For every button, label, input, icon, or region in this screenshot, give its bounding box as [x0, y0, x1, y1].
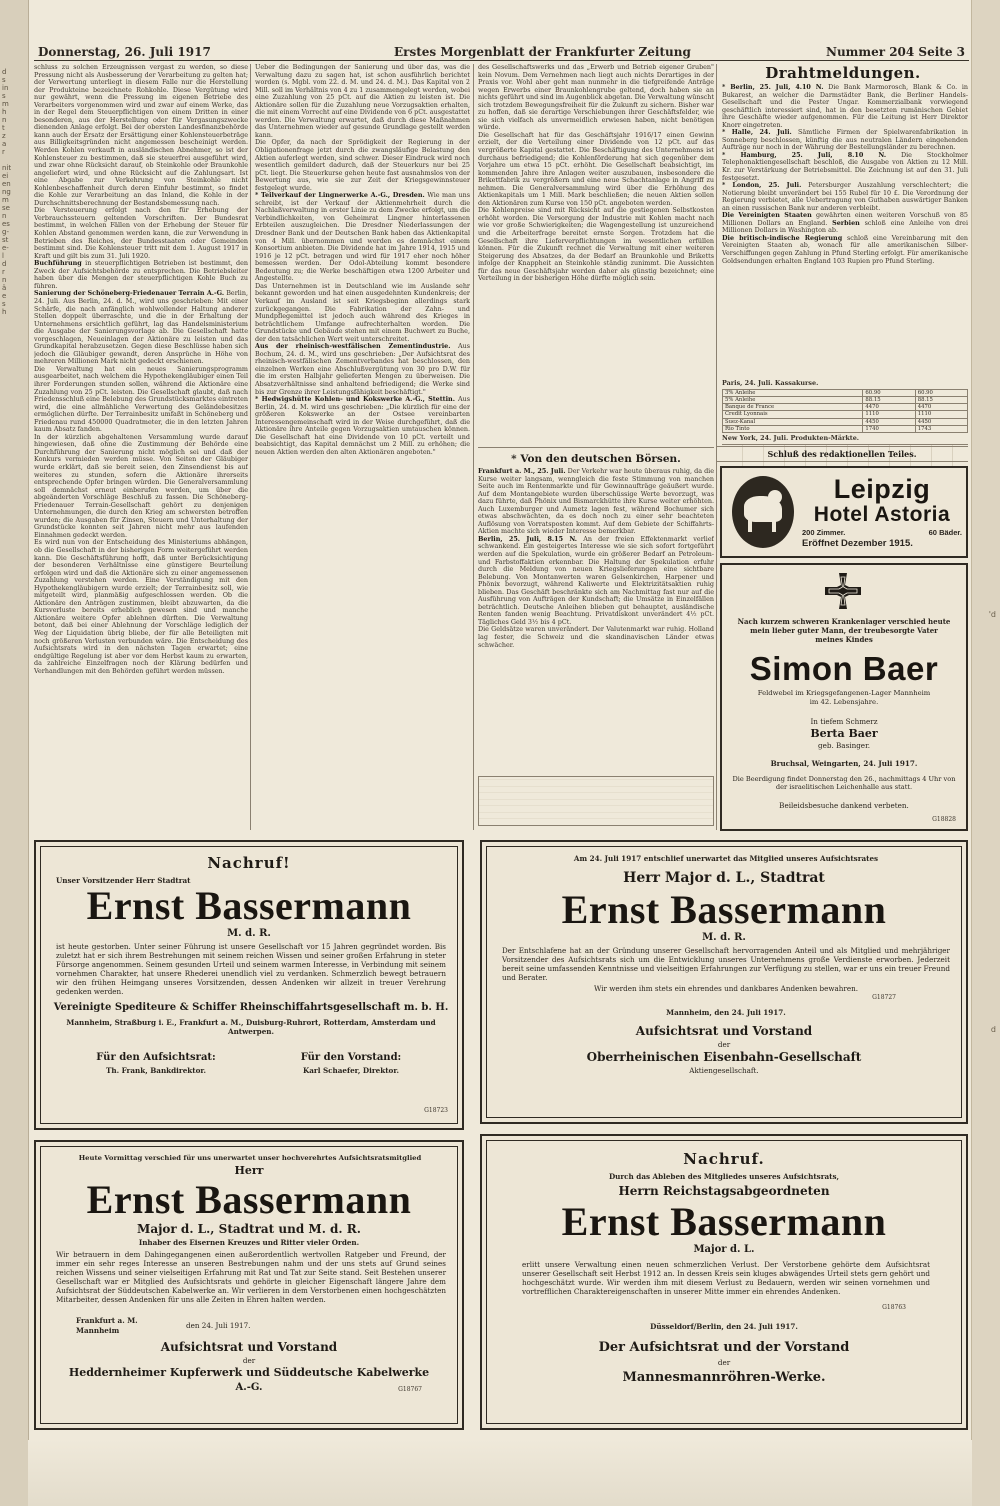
nachruf4-sig: Der Aufsichtsrat und der Vorstand — [598, 1340, 850, 1355]
ad-code: G18828 — [932, 816, 956, 823]
bottom-margin — [28, 1440, 972, 1506]
baer-maiden: geb. Basinger. — [818, 741, 870, 750]
nachruf1-intro: Unser Vorsitzender Herr Stadtrat — [56, 876, 191, 885]
schluss-rule — [716, 461, 968, 462]
nachruf1-mdr: M. d. R. — [227, 928, 271, 939]
edge-mark: 'd — [988, 610, 996, 619]
nachruf2-ag: Aktiengesellschaft. — [689, 1066, 759, 1075]
nachruf2-intro: Am 24. Juli 1917 entschlief unerwartet das Mitglied unseres Aufsichtsrates — [573, 854, 879, 863]
nachruf4-company: Mannesmannröhren-Werke. — [622, 1370, 826, 1385]
nachruf3-title: Major d. L., Stadtrat und M. d. R. — [137, 1222, 361, 1236]
newyork-heading: New York, 24. Juli. Produkten-Märkte. — [722, 434, 860, 443]
nachruf3-der: der — [242, 1356, 256, 1365]
nachruf3-place2: Mannheim — [76, 1326, 120, 1335]
masthead-paper: Erstes Morgenblatt der Frankfurter Zeitung — [394, 45, 691, 59]
nachruf3-herr: Herr — [234, 1164, 264, 1177]
baer-rank: Feldwebel im Kriegsgefangenen-Lager Mannheim — [757, 689, 931, 697]
hotel-name: Hotel Astoria — [813, 503, 951, 526]
left-gutter — [0, 0, 29, 1506]
baer-funeral: Die Beerdigung findet Donnerstag den 26., nachmittags 4 Uhr von der israelitischen Leichenhalle aus statt. — [732, 775, 956, 791]
nachruf4-title2: Major d. L. — [693, 1244, 755, 1255]
baer-place: Bruchsal, Weingarten, 24. Juli 1917. — [770, 759, 918, 768]
paris-heading: Paris, 24. Juli. Kassakurse. — [722, 379, 819, 387]
column-rule — [716, 64, 717, 830]
column-4-text: * Berlin, 25. Juli, 4.10 N. Die Bank Marmorosch, Blank & Co. in Bukarest, an welcher die Darmstädter Bank, die Berliner Handels-Gesellschaft und die Pester Ungar. Kommerzialbank vorwiegend geschäftlich interessiert sind, hat in den besetzten rumänischen Gebiet ihre Geschäfte wieder aufgenommen. Für die Leitung ist Herr Direktor Knorr eingetreten. * Halle, 24. Juli. Sämtliche Firmen der Spielwarenfabrikation in Sonneberg beschlossen, künftig die aus neutralen Ländern eingehenden Aufträge nur noch in der Währung der Bestellungsländer zu berechnen. * Hamburg, 25. Juli, 8.10 N. Die Stockholmer Telephonaktiengesellschaft beschloß, die Ausgabe von Aktien zu 12 Mill. Kr. zur Verstärkung der Betriebsmittel. Die Zeichnung ist auf den 31. Juli festgesetzt. * London, 25. Juli. Petersburger Auszahlung verschlechtert; die Notierung bleibt unverändert bei 155 Rubel für 10 £. Die Verordnung der Regierung verbietet, alle Uebertragung von Guthaben auswärtiger Banken an einen russischen Bank nur anderen verbleibt. Die Vereinigten Staaten gewährten einen weiteren Vorschuß von 85 Millionen Dollars an England. Serbien schloß eine Anleihe von drei Millionen Dollars in Washington ab. Die britisch-indische Regierung schloß eine Vereinbarung mit den Vereinigten Staaten ab, wonach für alle amerikanischen Silber-Verschiffungen gegen Zahlung in Pfund Sterling erfolgt. Für amerikanische Goldsendungen erhalten England 103 Rupien pro Pfund Sterling. — [722, 84, 968, 265]
nachruf2-body: Der Entschlafene hat an der Gründung unserer Gesellschaft hervorragenden Anteil und als Mitglied und mehrjähriger Vorsitzender des Aufsichtsrats sich um die Entwicklung unseres Unternehmens große Verdienste erworben. Jederzeit bereit seine umfassenden Kenntnisse und vielseitigen Erfahrungen zur Verfügung zu stellen, war er uns ein treuer Freund und Berater. — [502, 946, 950, 982]
nachruf3-orders: Inhaber des Eisernen Kreuzes und Ritter vieler Orden. — [138, 1238, 360, 1247]
nachruf3-place1: Frankfurt a. M. — [76, 1316, 138, 1325]
hotel-city: Leipzig — [833, 474, 931, 504]
baer-decline: Beileidsbesuche dankend verbeten. — [779, 801, 909, 810]
paris-table — [722, 389, 968, 434]
paris-cell: 60.90 — [863, 389, 915, 396]
column-1: schluss zu solchen Erzeugnissen vergast zu werden, so diese Pressung nicht als Ausbesserung der Verarbeitung zu gelten hat; der Verwertung unterliegt in diesem Falle nur die Herstellung der Produkteine bezeichnete Rohkohle. Diese Vergütung wird nur gewährt, wenn die Pressung im eigenen Betriebe des Verarbeiters vorgenommen wird und zwar auf einem Werke, das in der Regel dem Steuerpflichtigen von einem Dritten in einer besonderen, aus der Herstellung oder für Vergasungszwecke dienenden Anlage erfolgt. Bei der obersten Landesfinanzbehörde kann auch der Ersatz der Ersättigung einer Kohlensteuerbeträge aus Billigkeitsgründen nicht angemessen bescheinigt werden. Werden Kohlen verkauft in ausländischen Abnehmer, so ist der Kohlensteuer zu bestimmen, daß sie steuerfrei ausgeführt wird, und zwar ohne Rücksicht darauf, ob Steinkohle oder Braunkohle angeliefert wird, und ohne Rücksicht auf die Zahlungsart. Ist eine Abgabe zur Verkehrung von Steinkohle nicht Kohlenbeschaffenheit durch deren Einfuhr bestimmt, so findet die Kohle zur Verarbeitung an das Inland, die Kohle in der Durchschnittsberechnung der Bestandsbemessung nach. Die Versteuerung erfolgt nach den für Erhebung der Verbrauchssteuern geltenden Vorschriften. Der Bundesrat bestimmt, in welchen Fällen von der Erhebung der Steuer für Kohlen Abstand genommen werden kann, die zur Verwendung in Betrieben des Reiches, der Bundesstaaten oder Gemeinden bestimmt sind. Die Kohlensteuer tritt mit dem 1. August 1917 in Kraft und gilt bis zum 31. Juli 1920. Buchführung in steuerpflichtigen Betrieben ist bestimmt, den Zweck der Aufsichtsbehörde zu entsprechen. Die Betriebsleiter haben über die Mengen der steuerpflichtigen Kohle Buch zu führen. Sanierung der Schöneberg-Friedenauer Terrain A.-G. Berlin, 24. Juli. Aus Berlin, 24. d. M., wird uns geschrieben: Mit einer Schärfe, die nach anfänglich wohlwollender Haltung anderer Stellen doppelt überraschte, und die in der Erhaltung der Unternehmens ersichtlich geführt, lag das Handelsministerium die Ausgabe der Sanierungsvorlage ab. Die Gesellschaft hatte vorgeschlagen, Neueinlagen der Aktionäre zu leisten und das Grundkapital herabzusetzen. Gegen diese Beschlüsse haben sich jedoch die Gläubiger gewandt, deren Ansprüche in Höhe von mehreren Millionen Mark nicht gedeckt erschienen. Die Verwaltung hat ein neues Sanierungsprogramm ausgearbeitet, nach welchem die Hypothekengläubiger einen Teil ihrer Forderungen stunden sollen, während die Aktionäre eine Zuzahlung von 25 pCt. leisten. Die Gesellschaft glaubt, daß nach Friedensschluß eine Belebung des Grundstücksmarktes eintreten wird, die eine allmähliche Verwertung des Geländebesitzes ermöglichen dürfte. Der Terrainbesitz umfaßt in Schöneberg und Friedenau rund 450000 Quadratmeter, die in den letzten Jahren kaum Absatz fanden. In der kürzlich abgehaltenen Versammlung wurde darauf hingewiesen, daß ohne die Zustimmung der Behörde eine Durchführung der Sanierung nicht möglich sei und daß der Konkurs vermieden werden müsse. Von Seiten der Gläubiger wurde erklärt, daß sie bereit seien, den Zinsendienst bis auf weiteres zu stunden, sofern die Aktionäre ihrerseits entsprechende Opfer bringen würden. Die Generalversammlung soll demnächst erneut einberufen werden, um über die abgeänderten Vorschläge Beschluß zu fassen. Die Schöneberg-Friedenauer Terrain-Gesellschaft gehört zu denjenigen Unternehmungen, die durch den Krieg am schwersten betroffen wurden; die Ausgaben für Zinsen, Steuern und Unterhaltung der Grundstücke konnten seit Jahren nicht mehr aus laufenden Einnahmen gedeckt werden. Es wird nun von der Entscheidung des Ministeriums abhängen, ob die Gesellschaft in der bisherigen Form weitergeführt werden kann. Die Geschäftsführung hofft, daß unter Berücksichtigung der besonderen Verhältnisse eine günstigere Beurteilung erfolgen wird und daß die Aktionäre sich zu einer angemessenen Zuzahlung verstehen werden. Eine Verständigung mit den Hypothekengläubigern wurde erzielt; der Terrainbesitz soll, wie mitgeteilt wird, planmäßig aufgeschlossen werden. Ob die Aktionäre den Anträgen zustimmen, bleibt abzuwarten, da die Kursverluste bereits erheblich gewesen sind und manche Aktionäre weitere Opfer ablehnen dürften. Die Verwaltung betont, daß bei einer Ablehnung der Vorschläge lediglich der Weg der Liquidation übrig bliebe, der für alle Beteiligten mit noch größeren Verlusten verbunden wäre. Die Entscheidung des Aufsichtsrats wird in den nächsten Tagen erwartet; eine endgültige Regelung ist aber vor dem Herbst kaum zu erwarten, da zahlreiche Einzelfragen noch der Klärung bedürfen und Verhandlungen mit den Behörden geführt werden müssen. — [34, 64, 248, 675]
nachruf3-sig: Aufsichtsrat und Vorstand — [160, 1340, 338, 1354]
nachruf4-intro: Durch das Ableben des Mitgliedes unseres Aufsichtsrats, — [608, 1172, 840, 1181]
nachruf1-ar-name: Th. Frank, Bankdirektor. — [106, 1066, 206, 1075]
nachruf1-cities: Mannheim, Straßburg i. E., Frankfurt a. M., Duisburg-Ruhrort, Rotterdam, Amsterdam und Antwerpen. — [66, 1018, 436, 1036]
paris-cell: 88.15 — [915, 396, 967, 403]
baths: 60 Bäder. — [928, 528, 962, 537]
obituary-simon-baer — [720, 563, 968, 831]
nachruf2-name: Ernst Bassermann — [561, 887, 887, 932]
paris-row — [723, 418, 968, 425]
nachruf4-place: Düsseldorf/Berlin, den 24. Juli 1917. — [650, 1322, 798, 1331]
masthead-date: Donnerstag, 26. Juli 1917 — [38, 45, 211, 59]
nachruf2-der: der — [717, 1040, 731, 1049]
paris-cell: 3% Anleihe — [723, 389, 863, 396]
nachruf4-body: erlitt unsere Verwaltung einen neuen schmerzlichen Verlust. Der Verstorbene gehörte dem Aufsichtsrat unserer Gesellschaft seit Herbst 1912 an. In dessen Kreis sein kluges abwägendes Urteil stets gern gehört und hochgeschätzt wurde. Wir werden ihm mit diesem Verlust zu Bedauern, werden wir seinen vornehmen und vortrefflichen Charaktereigenschaften in unserer Mitte immer ein ehrendes Andenken. — [522, 1260, 930, 1296]
nachruf3-ag: A.-G. — [235, 1382, 263, 1393]
nachruf4-der: der — [717, 1358, 731, 1367]
nachruf1-title: Nachruf! — [207, 854, 291, 872]
paris-cell: 88.15 — [863, 396, 915, 403]
nachruf1-vs-label: Für den Vorstand: — [300, 1052, 402, 1063]
baer-name: Simon Baer — [749, 650, 939, 687]
nachruf1-ar-label: Für den Aufsichtsrat: — [96, 1052, 216, 1063]
column-rule — [250, 64, 251, 830]
obituary-bassermann-oeg — [480, 840, 968, 1124]
paris-row — [723, 404, 968, 411]
nachruf2-mdr: M. d. R. — [702, 932, 746, 943]
paris-cell: 4470 — [915, 404, 967, 411]
baer-grief: In tiefem Schmerz — [810, 717, 878, 726]
schluss-label: Schluß des redaktionellen Teiles. — [767, 449, 917, 459]
paris-cell: 5% Anleihe — [723, 396, 863, 403]
boersen-text: Frankfurt a. M., 25. Juli. Der Verkehr war heute überaus ruhig, da die Kurse weiter langsam, wenngleich die feste Stimmung von manchen Seite auch im Rentenmarkte und für Gewinnaufträge geäußert wurde. Auf dem Montangebiete wurden überschüssige Werte bevorzugt, was dazu führte, daß Phönix und Bismarckhütte ihre Kurse weiter erhöhten. Auch Luxemburger und Aumetz lagen fest, während Bochumer sich etwas abschwächten, da es doch noch zu einer sehr beachteten Auflösung von Vorratsposten kommt. Auf dem Gebiete der Schiffahrts-Aktien machte sich wieder Interesse bemerkbar. Berlin, 25. Juli, 8.15 N. An der freien Effektenmarkt verlief schwankend. Ein gesteigertes Interesse wie sie sich sofort fortgeführt werden auf die Spekulation, wurde ein größerer Bedarf an Petroleum- und Farbstoffaktien erkennbar. Die Haltung der Spekulation erfuhr durch die Meldung von neuen Kriegslieferungen eine sichtbare Belebung. Von Montanwerten waren Gelsenkirchen, Harpener und Phönix bevorzugt, während Kaliwerte und Elektrizitätsaktien ruhig blieben. Das Geschäft beschränkte sich am Nachmittag fast nur auf die Ausführung von Aufträgen der Kundschaft; die Umsätze in Einzelfällen beträchtlich. Deutsche Anleihen blieben gut behauptet, ausländische Renten fanden wenig Beachtung. Privatdiskont unverändert 4½ pCt. Tägliches Geld 3½ bis 4 pCt. Die Geldsätze waren unverändert. Der Valutenmarkt war ruhig. Holland lag fester, die Schweiz und die skandinavischen Länder etwas schwächer. — [478, 468, 714, 649]
paris-row — [723, 426, 968, 433]
masthead — [34, 44, 969, 61]
paris-cell: Credit Lyonnais — [723, 411, 863, 418]
nachruf4-herr: Herrn Reichstagsabgeordneten — [618, 1184, 830, 1198]
nachruf3-intro: Heute Vormittag verschied für uns unerwartet unser hochverehrtes Aufsichtsratsmitglied — [78, 1154, 422, 1162]
rooms: 200 Zimmer. — [802, 528, 846, 537]
obituary-bassermann-heddernheim — [34, 1140, 464, 1430]
obituary-bassermann-rheinschiffahrt — [34, 840, 464, 1130]
frankfurt-head: Frankfurt a. M., 25. Juli. — [478, 468, 566, 475]
edge-mark: d — [990, 1025, 996, 1034]
nachruf1-body: ist heute gestorben. Unter seiner Führung ist unsere Gesellschaft vor 15 Jahren gegründet worden. Bis zuletzt hat er sich ihrem Bestrehungen mit seinem reichen Wissen und seiner großen Erfahrung in steter Fürsorge angenommen. Seinem gesunden Urteil und seinem warmen Interesse, in Verbindung mit seinem vornehmen Charakter, hat unsere Rhederei unendlich viel zu verdanken. Schmerzlich bewegt betrauern wir den frühen Heimgang unseres Vorsitzenden, dessen Andenken wir allzeit in treuer Verehrung gedenken werden. — [56, 942, 446, 996]
nachruf4-title: Nachruf. — [683, 1150, 765, 1168]
nachruf1-company: Vereinigte Spediteure & Schiffer Rheinschiffahrtsgesellschaft m. b. H. — [53, 1002, 449, 1013]
nachruf2-sig: Aufsichtsrat und Vorstand — [635, 1024, 813, 1038]
paris-cell: 1743 — [915, 426, 967, 433]
nachruf4-name: Ernst Bassermann — [561, 1199, 887, 1244]
nachruf2-place: Mannheim, den 24. Juli 1917. — [666, 1008, 786, 1017]
drahtmeldungen-heading: Drahtmeldungen. — [765, 64, 921, 82]
paris-row — [723, 389, 968, 396]
nachruf3-date: den 24. Juli 1917. — [186, 1321, 251, 1330]
berlin-head: Berlin, 25. Juli, 8.15 N. — [478, 534, 578, 543]
schluss-rule — [716, 446, 968, 447]
devisen-grid — [478, 776, 714, 826]
devisen-table — [478, 776, 714, 826]
paris-row — [723, 396, 968, 403]
obituary-bassermann-mannesmann — [480, 1134, 968, 1430]
lion-emblem-icon — [732, 476, 794, 548]
ad-code: G18727 — [872, 994, 896, 1001]
ad-hotel-astoria — [720, 466, 968, 558]
boersen-heading: * Von den deutschen Börsen. — [511, 453, 681, 465]
ad-code: G18723 — [424, 1107, 448, 1114]
column-rule — [473, 64, 474, 830]
hotel-rooms — [802, 528, 962, 537]
hotel-opened: Eröffnet Dezember 1915. — [802, 538, 913, 549]
section-rule — [478, 447, 714, 448]
nachruf2-company: Oberrheinischen Eisenbahn-Gesellschaft — [586, 1050, 862, 1064]
nachruf3-company: Heddernheimer Kupferwerk und Süddeutsche Kabelwerke — [68, 1366, 430, 1379]
paris-row — [723, 411, 968, 418]
ad-code: G18763 — [882, 1304, 906, 1311]
column-2: Ueber die Bedingungen der Sanierung und über das, was die Verwaltung dazu zu sagen hat, ist schon ausführlich berichtet worden (s. Mgbl. vom 22. d. M. und 24. d. M.). Das Kapital von 2 Mill. soll im Verhältnis von 4 zu 1 zusammengelegt werden, wobei eine Zuzahlung von 25 pCt. auf die Aktien zu leisten ist. Die Aktionäre sollen für die Zuzahlung neue Vorzugsaktien erhalten, die mit einem Vorrecht auf eine Dividende von 6 pCt. ausgestattet werden. Die Verwaltung erwartet, daß durch diese Maßnahmen das Unternehmen wieder auf gesunde Grundlage gestellt werden kann. Die Opfer, da nach der Sprödigkeit der Regierung in der Obligationenfrage jetzt durch die zwangsläufige Belastung den Aktien auferlegt werden, sind schwer. Dieser Eindruck wird noch wesentlich gemildert dadurch, daß der Steuerkurs nur bei 25 pCt. liegt. Die Steuerkurse gehen heute fast ausnahmslos von der Bewertung aus, wie sie zur Zeit der Kriegsgewinnsteuer festgelegt wurde. * Teilverkauf der Lingnerwerke A.-G., Dresden. Wie man uns schreibt, ist der Verkauf der Aktienmehrheit durch die Nachlaßverwaltung in erster Linie zu dem Zwecke erfolgt, um die Verbindlichkeiten, von Geheimrat Lingner hinterlassenen Erbteilen auszugleichen. Die Dresdner Niederlassungen der Dresdner Bank und der Deutschen Bank haben das Aktienkapital von 4 Mill. übernommen und werden es demnächst einem Konsortium anbieten. Die Dividende hat im Jahre 1914, 1915 und 1916 je 12 pCt. betragen und wird für 1917 eher noch höher bemessen werden. Der Odol-Abteilung kommt besondere Bedeutung zu; die Werke beschäftigen etwa 1200 Arbeiter und Angestellte. Das Unternehmen ist in Deutschland wie im Auslande sehr bekannt geworden und hat einen ausgedehnten Kundenkreis; der Verkauf im Ausland ist seit Kriegsbeginn allerdings stark zurückgegangen. Die Fabrikation der Zahn- und Mundpflegemittel ist jedoch auch während des Krieges in beträchtlichem Umfange aufrechterhalten worden. Die Grundstücke und Gebäude stehen mit einem Buchwert zu Buche, der den tatsächlichen Wert weit unterschreitet. Aus der rheinisch-westfälischen Zementindustrie. Aus Bochum, 24. d. M., wird uns geschrieben: „Der Aufsichtsrat des rheinisch-westfälischen Zementverbandes hat beschlossen, den einzelnen Werken eine Abschlußvergütung von 30 pro D.W. für die im ersten Halbjahr gelieferten Mengen zu überweisen. Die Absatzverhältnisse sind anhaltend befriedigend; die Werke sind bis zur Grenze ihrer Leistungsfähigkeit beschäftigt." * Hedwigshütte Kohlen- und Kokswerke A.-G., Stettin. Aus Berlin, 24. d. M. wird uns geschrieben: „Die kürzlich für eine der größeren Kokswerke an der Ostsee vereinbarten Interessengemeinschaft wird in der Weise durchgeführt, daß die Aktionäre ihre Anteile gegen Vorzugsaktien umtauschen können. Die Gesellschaft hat eine Dividende von 10 pCt. verteilt und beabsichtigt, das Kapital demnächst um 2 Mill. zu erhöhen; die neuen Aktien werden den alten Aktionären angeboten." — [255, 64, 470, 456]
gutter-text: d s in s m h n t z a r nit ei en ng m se n es g- st e- l d r n ä e s h — [2, 68, 12, 316]
baer-intro: Nach kurzem schweren Krankenlager verschied heute mein lieber guter Mann, der treubesorgte Vater meines Kindes — [737, 617, 951, 644]
column-3-top: des Gesellschaftswerks und das „Erwerb und Betrieb eigener Gruben" kein Novum. Dem Vernehmen nach liegt auch nichts Derartiges in der Praxis vor. Wohl aber geht man nunmehr in die tiefgreifende Anträge wegen Erwerbs einer Braunkohlengrube geltend, doch haben sie an nichts geführt und sind im Augenblick abgetan. Die Verwaltung wünscht sich trotzdem Bewegungsfreiheit für die Zukunft zu sichern. Bisher war zu hoffen, daß sie derartige Verschiebungen ihrer Geschäftsfelder, wie sie sich vielfach als unvermeidlich erwiesen haben, nicht benötigen würde. Die Gesellschaft hat für das Geschäftsjahr 1916/17 einen Gewinn erzielt, der die Verteilung einer Dividende von 12 pCt. auf das vergrößerte Kapital gestattet. Die Beschäftigung des Unternehmens ist durchaus befriedigend; die Kohlenförderung hat sich gegenüber dem Vorjahre um etwa 15 pCt. erhöht. Die Gesellschaft beabsichtigt, im kommenden Jahre ihre Anlagen weiter auszubauen, insbesondere die Brikettfabrik zu vergrößern und eine neue Schachtanlage in Angriff zu nehmen. Die Generalversammlung wird über die Erhöhung des Aktienkapitals um 1 Mill. Mark beschließen; die neuen Aktien sollen den Aktionären zum Kurse von 150 pCt. angeboten werden. Die Kohlenpreise sind mit Rücksicht auf die gestiegenen Selbstkosten erhöht worden. Die Versorgung der Industrie mit Kohlen macht nach wie vor große Schwierigkeiten; die Wagengestellung ist unzureichend und die Arbeiterfrage bereitet ernste Sorgen. Trotzdem hat die Gesellschaft ihre Lieferverpflichtungen im wesentlichen erfüllen können. Für die Zukunft rechnet die Verwaltung mit einer weiteren Steigerung des Absatzes, da der Bedarf an Braunkohle und Briketts infolge der Knappheit an Steinkohle ständig zunimmt. Die Aussichten für das neue Geschäftsjahr werden daher als günstig bezeichnet; eine Verteilung in der bisherigen Höhe dürfte möglich sein. — [478, 64, 714, 283]
paris-cell: Suez-Kanal — [723, 418, 863, 425]
nachruf3-body: Wir betrauern in dem Dahingegangenen einen außerordentlich wertvollen Ratgeber und Freund, der immer ein sehr reges Interesse an unseren Bestrebungen nahm und der uns stets auf Grund seines reichen Wissens und seiner vielseitigen Erfahrung mit Rat und Tat zur Seite stand. Seit Bestehen unserer Gesellschaft war er Mitglied des Aufsichtsrats und gehörte in gleicher Eigenschaft längere Jahre dem Aufsichtsrat der Süddeutschen Kabelwerke an. Wir verlieren in dem Verstorbenen einen hochgeschätzten Mitarbeiter, dessen Andenken für uns alle Zeiten in Ehren halten werden. — [56, 1250, 446, 1304]
masthead-number: Nummer 204 Seite 3 — [825, 45, 965, 59]
right-edge — [971, 0, 1000, 1506]
iron-cross-icon — [825, 573, 861, 609]
nachruf2-memory: Wir werden ihm stets ein ehrendes und dankbares Andenken bewahren. — [593, 984, 859, 993]
paris-cell: 4470 — [863, 404, 915, 411]
paris-cell: 4450 — [863, 418, 915, 425]
nachruf3-name: Ernst Bassermann — [86, 1177, 412, 1222]
paris-cell: Rio Tinto — [723, 426, 863, 433]
baer-widow: Berta Baer — [810, 727, 878, 740]
paris-cell: 60.90 — [915, 389, 967, 396]
baer-age: im 42. Lebensjahre. — [809, 698, 879, 706]
paris-cell: 1740 — [863, 426, 915, 433]
paris-cell: 1110 — [915, 411, 967, 418]
paris-cell: 4450 — [915, 418, 967, 425]
paris-cell: 1110 — [863, 411, 915, 418]
nachruf1-name: Ernst Bassermann — [86, 883, 412, 928]
nachruf1-vs-name: Karl Schaefer, Direktor. — [303, 1066, 399, 1075]
ad-code: G18767 — [398, 1386, 422, 1393]
paris-cell: Banque de France — [723, 404, 863, 411]
nachruf2-title: Herr Major d. L., Stadtrat — [623, 870, 825, 886]
